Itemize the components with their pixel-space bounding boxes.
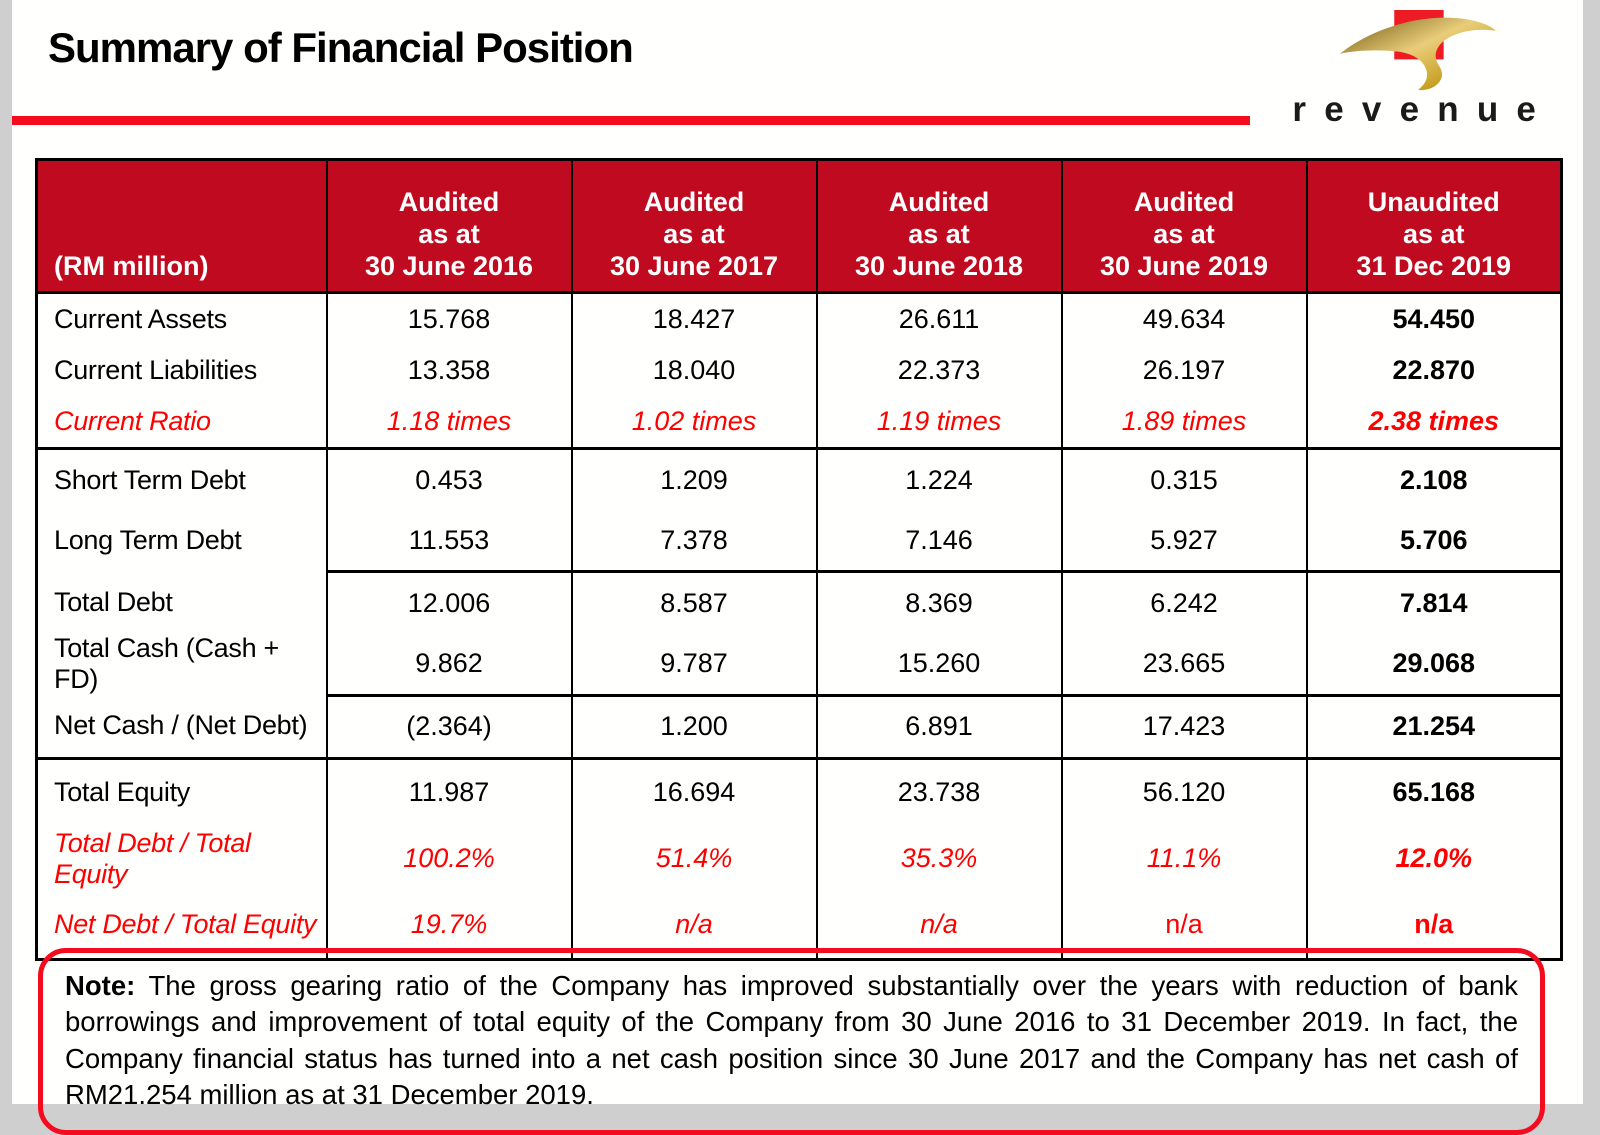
cell-value: 11.553 [327,510,572,572]
slide [12,0,1583,1110]
header-line: as at [908,219,970,250]
table-header-row [37,160,1562,293]
cell-value: 7.378 [572,510,817,572]
header-line: Audited [1133,187,1235,218]
logo-swoosh-icon [1323,4,1513,92]
cell-value: 56.120 [1062,758,1307,826]
table-row [37,345,1562,396]
row-label: Net Cash / (Net Debt) [54,710,308,741]
cell-value: 12.006 [327,572,572,634]
cell-value: 2.38 times [1307,396,1562,449]
cell-value: 5.927 [1062,510,1307,572]
table-row [37,449,1562,511]
header-unit-label: (RM million) [37,160,327,293]
row-label: Long Term Debt [54,525,242,556]
table-row [37,826,1562,892]
cell-value: 22.373 [817,345,1062,396]
cell-value: 65.168 [1307,758,1562,826]
header-line: 30 June 2018 [854,251,1024,282]
cell-value: 23.665 [1062,633,1307,695]
cell-value: 22.870 [1307,345,1562,396]
row-label: Current Assets [54,304,227,334]
cell-value: 18.427 [572,293,817,346]
header-line: 30 June 2016 [364,251,534,282]
cell-value: 100.2% [327,826,572,892]
cell-value: 1.02 times [572,396,817,449]
cell-value: (2.364) [327,695,572,758]
cell-value: 1.19 times [817,396,1062,449]
row-label: Total Debt / Total Equity [54,827,251,889]
cell-value: 23.738 [817,758,1062,826]
note-box [38,948,1545,1135]
cell-value: 54.450 [1307,293,1562,346]
header-col-dec2019 [1307,160,1562,293]
header-line: as at [1402,219,1465,250]
cell-value: 29.068 [1307,633,1562,695]
logo-wordmark: revenue [1292,90,1555,129]
cell-value: 21.254 [1307,695,1562,758]
cell-value: 6.242 [1062,572,1307,634]
cell-value: 1.224 [817,449,1062,511]
cell-value: 11.987 [327,758,572,826]
header-line: as at [663,219,725,250]
row-label: Net Debt / Total Equity [54,909,317,939]
cell-value: 1.18 times [327,396,572,449]
cell-value: 7.814 [1307,572,1562,634]
note-text: The gross gearing ratio of the Company has improved substantially over the years with reduction of bank borrowings and improvement of total equity of the Company from 30 June 2016 to 31 December 2019. In fact, the Company financial status has turned into a net cash position since 30 June 2017 and the Company has net cash of RM21.254 million as at 31 December 2019. [65,970,1518,1110]
cell-value: 51.4% [572,826,817,892]
cell-value: 7.146 [817,510,1062,572]
row-label: Total Cash (Cash + FD) [54,633,279,694]
cell-value: 1.209 [572,449,817,511]
cell-value: 9.787 [572,633,817,695]
cell-value: 19.7% [327,892,572,960]
cell-value: 15.260 [817,633,1062,695]
cell-value: 11.1% [1062,826,1307,892]
cell-value: 18.040 [572,345,817,396]
row-label: Total Equity [37,758,327,826]
row-label: Current Liabilities [54,355,257,385]
header-line: Audited [643,187,745,218]
row-label: Short Term Debt [37,449,327,511]
row-label: Current Ratio [54,406,211,436]
cell-value: 2.108 [1307,449,1562,511]
note-label: Note: [65,970,136,1001]
header-col-2016 [327,160,572,293]
table-row [37,633,1562,695]
cell-value: n/a [1062,892,1307,960]
header-line: as at [418,219,480,250]
cell-value: 0.453 [327,449,572,511]
header-line: Audited [398,187,500,218]
cell-value: 49.634 [1062,293,1307,346]
cell-value: 13.358 [327,345,572,396]
cell-value: 26.197 [1062,345,1307,396]
header-line: 30 June 2017 [609,251,779,282]
page-title: Summary of Financial Position [48,24,633,71]
cell-value: 1.200 [572,695,817,758]
row-label: Total Debt [54,586,173,617]
cell-value: 16.694 [572,758,817,826]
cell-value: 8.369 [817,572,1062,634]
header-line: 30 June 2019 [1099,251,1269,282]
cell-value: 35.3% [817,826,1062,892]
logo-gold-ribbon [1340,18,1496,90]
table-row [37,695,1562,758]
cell-value: 12.0% [1307,826,1562,892]
cell-value: n/a [572,892,817,960]
table-row [37,396,1562,449]
cell-value: 6.891 [817,695,1062,758]
cell-value: 17.423 [1062,695,1307,758]
cell-value: 9.862 [327,633,572,695]
header-col-2019 [1062,160,1307,293]
cell-value: 15.768 [327,293,572,346]
cell-value: 5.706 [1307,510,1562,572]
cell-value: 0.315 [1062,449,1307,511]
header-line: Audited [888,187,990,218]
header-line: Unaudited [1367,187,1500,218]
cell-value: 1.89 times [1062,396,1307,449]
header-line: as at [1153,219,1215,250]
table-row [37,758,1562,826]
cell-value: n/a [1307,892,1562,960]
header-line: 31 Dec 2019 [1356,251,1512,282]
table-row [37,572,1562,634]
header-col-2018 [817,160,1062,293]
financial-position-table [35,158,1563,961]
title-underline [12,116,1250,125]
table-row [37,293,1562,346]
table-row [37,510,1562,572]
cell-value: 26.611 [817,293,1062,346]
header-col-2017 [572,160,817,293]
cell-value: n/a [817,892,1062,960]
company-logo [1263,4,1573,130]
cell-value: 8.587 [572,572,817,634]
